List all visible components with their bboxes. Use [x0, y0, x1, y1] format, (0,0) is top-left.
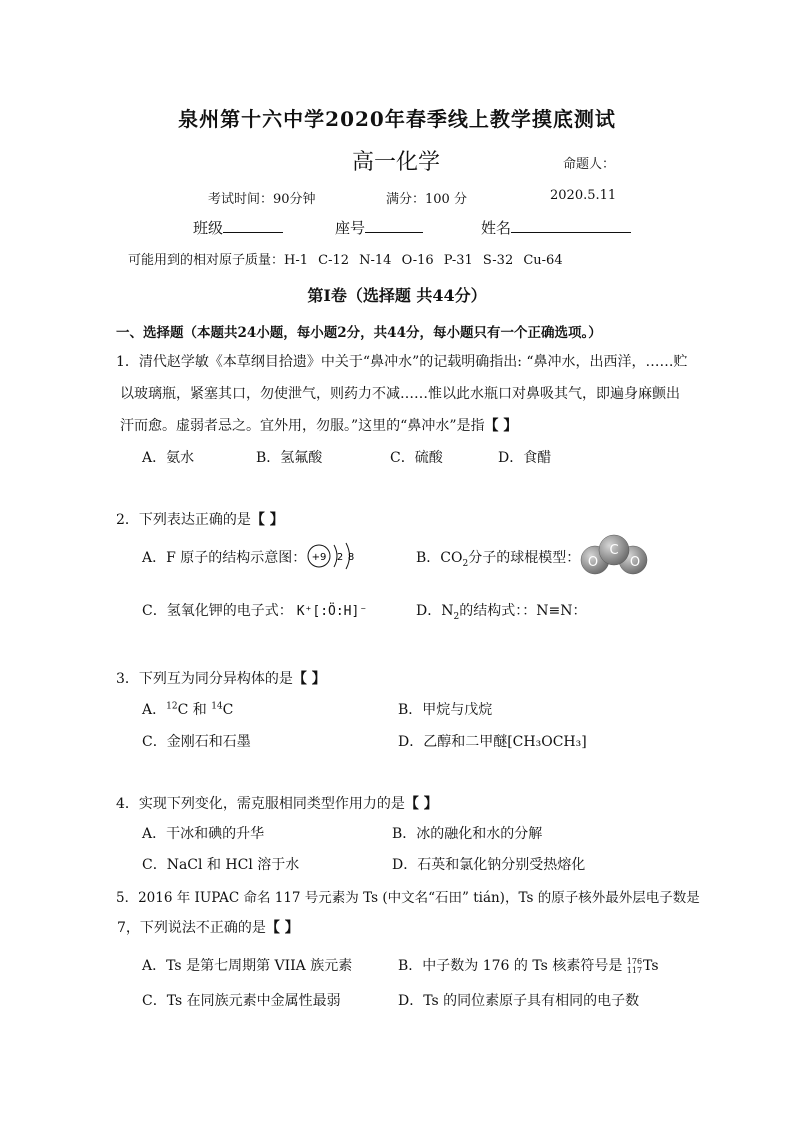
- ts-mass-number: 176: [626, 957, 643, 966]
- q5-line2: 7，下列说法不正确的是: [117, 920, 266, 936]
- q1-stem-end: 汗而愈。虚弱者忌之。宜外用，勿服。”这里的“鼻冲水”是指: [120, 418, 485, 434]
- q5-option-a[interactable]: A．Ts 是第七周期第 VIIA 族元素: [142, 958, 353, 974]
- q2-answer-bracket[interactable]: 【 】: [250, 512, 284, 528]
- q1-line3: [120, 415, 517, 435]
- q2-d-subscript: 2: [453, 611, 460, 622]
- q2-stem: 2．下列表达正确的是: [116, 512, 251, 528]
- ts-atomic-number: 117: [626, 966, 643, 975]
- q4-option-c[interactable]: C．NaCl 和 HCl 溶于水: [142, 857, 300, 873]
- q5-option-c[interactable]: C．Ts 在同族元素中金属性最弱: [142, 993, 341, 1009]
- class-field[interactable]: [193, 217, 283, 238]
- full-score: 满分：100 分: [386, 192, 467, 207]
- q3-option-a[interactable]: [142, 699, 233, 719]
- atomic-masses: 可能用到的相对原子质量：H-1 C-12 N-14 O-16 P-31 S-32 Cu-64: [128, 253, 563, 268]
- q5-option-d[interactable]: D．Ts 的同位素原子具有相同的电子数: [398, 993, 640, 1009]
- q2-option-b[interactable]: [416, 547, 580, 569]
- class-blank[interactable]: [223, 218, 283, 233]
- q3-stem: 3．下列互为同分异构体的是: [116, 671, 293, 687]
- q3-option-b[interactable]: B．甲烷与戊烷: [398, 702, 493, 718]
- q2-option-a[interactable]: A．F 原子的结构示意图：: [142, 550, 307, 566]
- q1-option-d[interactable]: D．食醋: [498, 450, 552, 466]
- q4-option-d[interactable]: D．石英和氯化钠分别受热熔化: [392, 857, 586, 873]
- ts-nuclide-numbers: [627, 957, 642, 975]
- q1-option-c[interactable]: C．硫酸: [390, 450, 443, 466]
- q4-answer-bracket[interactable]: 【 】: [404, 796, 438, 812]
- q1-option-b[interactable]: B．氢氟酸: [256, 450, 323, 466]
- fluorine-atom-diagram: [305, 540, 363, 574]
- q5-line2-wrap: [117, 917, 299, 937]
- q2-d-prefix: D．N: [416, 603, 454, 619]
- shell-2-electrons: 8: [347, 552, 355, 563]
- seat-blank[interactable]: [365, 218, 423, 233]
- name-field[interactable]: [481, 217, 631, 238]
- atom-label-o2: O: [629, 555, 641, 570]
- class-label: 班级: [193, 219, 224, 237]
- q2-option-d[interactable]: [416, 600, 586, 622]
- q4-stem-line: [116, 793, 438, 813]
- seat-label: 座号: [335, 219, 366, 237]
- q3-option-c[interactable]: C．金刚石和石墨: [142, 734, 251, 750]
- q3-option-d[interactable]: D．乙醇和二甲醚[CH₃OCH₃]: [398, 734, 587, 750]
- name-label: 姓名: [481, 219, 512, 237]
- co2-ball-model: [578, 530, 650, 580]
- q2-d-tail: 的结构式：：N≡N：: [459, 603, 587, 619]
- q4-option-b[interactable]: B．冰的融化和水的分解: [392, 826, 543, 842]
- q2-b-subscript: 2: [462, 558, 469, 569]
- q3-answer-bracket[interactable]: 【 】: [292, 671, 326, 687]
- q2-b-tail: 分子的球棍模型：: [468, 550, 581, 566]
- q3-a-elem1: C 和: [177, 702, 212, 718]
- q3-a-mass2: 14: [211, 701, 223, 712]
- q2-b-prefix: B．CO: [416, 550, 463, 566]
- seat-field[interactable]: [335, 217, 423, 238]
- exam-time: 考试时间：90分钟: [208, 192, 316, 207]
- ts-symbol: Ts: [643, 958, 659, 974]
- q4-stem: 4．实现下列变化，需克服相同类型作用力的是: [116, 796, 405, 812]
- q5-b-text: B．中子数为 176 的 Ts 核素符号是: [398, 958, 627, 974]
- atom-label-c: C: [609, 543, 619, 558]
- koh-electron-formula: K⁺[:Ö:H]⁻: [296, 604, 368, 619]
- q5-answer-bracket[interactable]: 【 】: [265, 920, 299, 936]
- q3-stem-line: [116, 668, 326, 688]
- atom-label-o1: O: [587, 555, 599, 570]
- q1-line1: 1．清代赵学敏《本草纲目拾遗》中关于“鼻冲水”的记载明确指出: “鼻冲水，出西洋，……贮: [116, 354, 688, 370]
- q5-option-b[interactable]: [398, 955, 659, 975]
- q2-c-text: C．氢氧化钾的电子式：: [142, 603, 293, 619]
- q2-stem-line: [116, 509, 284, 529]
- subject-title: 高一化学: [352, 150, 441, 175]
- q2-option-c[interactable]: [142, 600, 367, 620]
- q1-line2: 以玻璃瓶，紧塞其口，勿使泄气，则药力不减……惟以此水瓶口对鼻吸其气，即遍身麻颤出: [120, 386, 680, 402]
- section-instructions: 一、选择题（本题共24小题，每小题2分，共44分，每小题只有一个正确选项。）: [116, 325, 602, 341]
- exam-date: 2020.5.11: [550, 188, 617, 203]
- q1-answer-bracket[interactable]: 【 】: [484, 418, 518, 434]
- nucleus-charge: +9: [311, 552, 327, 563]
- section-title: 第Ⅰ卷（选择题 共44分）: [307, 286, 487, 305]
- q3-a-mass1: 12: [166, 701, 178, 712]
- q3-a-prefix: A．: [142, 702, 167, 718]
- exam-title: 泉州第十六中学2020年春季线上教学摸底测试: [178, 107, 616, 131]
- q5-line1: 5．2016 年 IUPAC 命名 117 号元素为 Ts (中文名“石田” tián)，Ts 的原子核外最外层电子数是: [116, 890, 700, 906]
- shell-1-electrons: 2: [336, 552, 344, 563]
- q4-option-a[interactable]: A．干冰和碘的升华: [142, 826, 265, 842]
- setter-label: 命题人：: [563, 157, 616, 172]
- q1-option-a[interactable]: A．氨水: [142, 450, 195, 466]
- name-blank[interactable]: [511, 218, 631, 233]
- q3-a-elem2: C: [222, 702, 234, 718]
